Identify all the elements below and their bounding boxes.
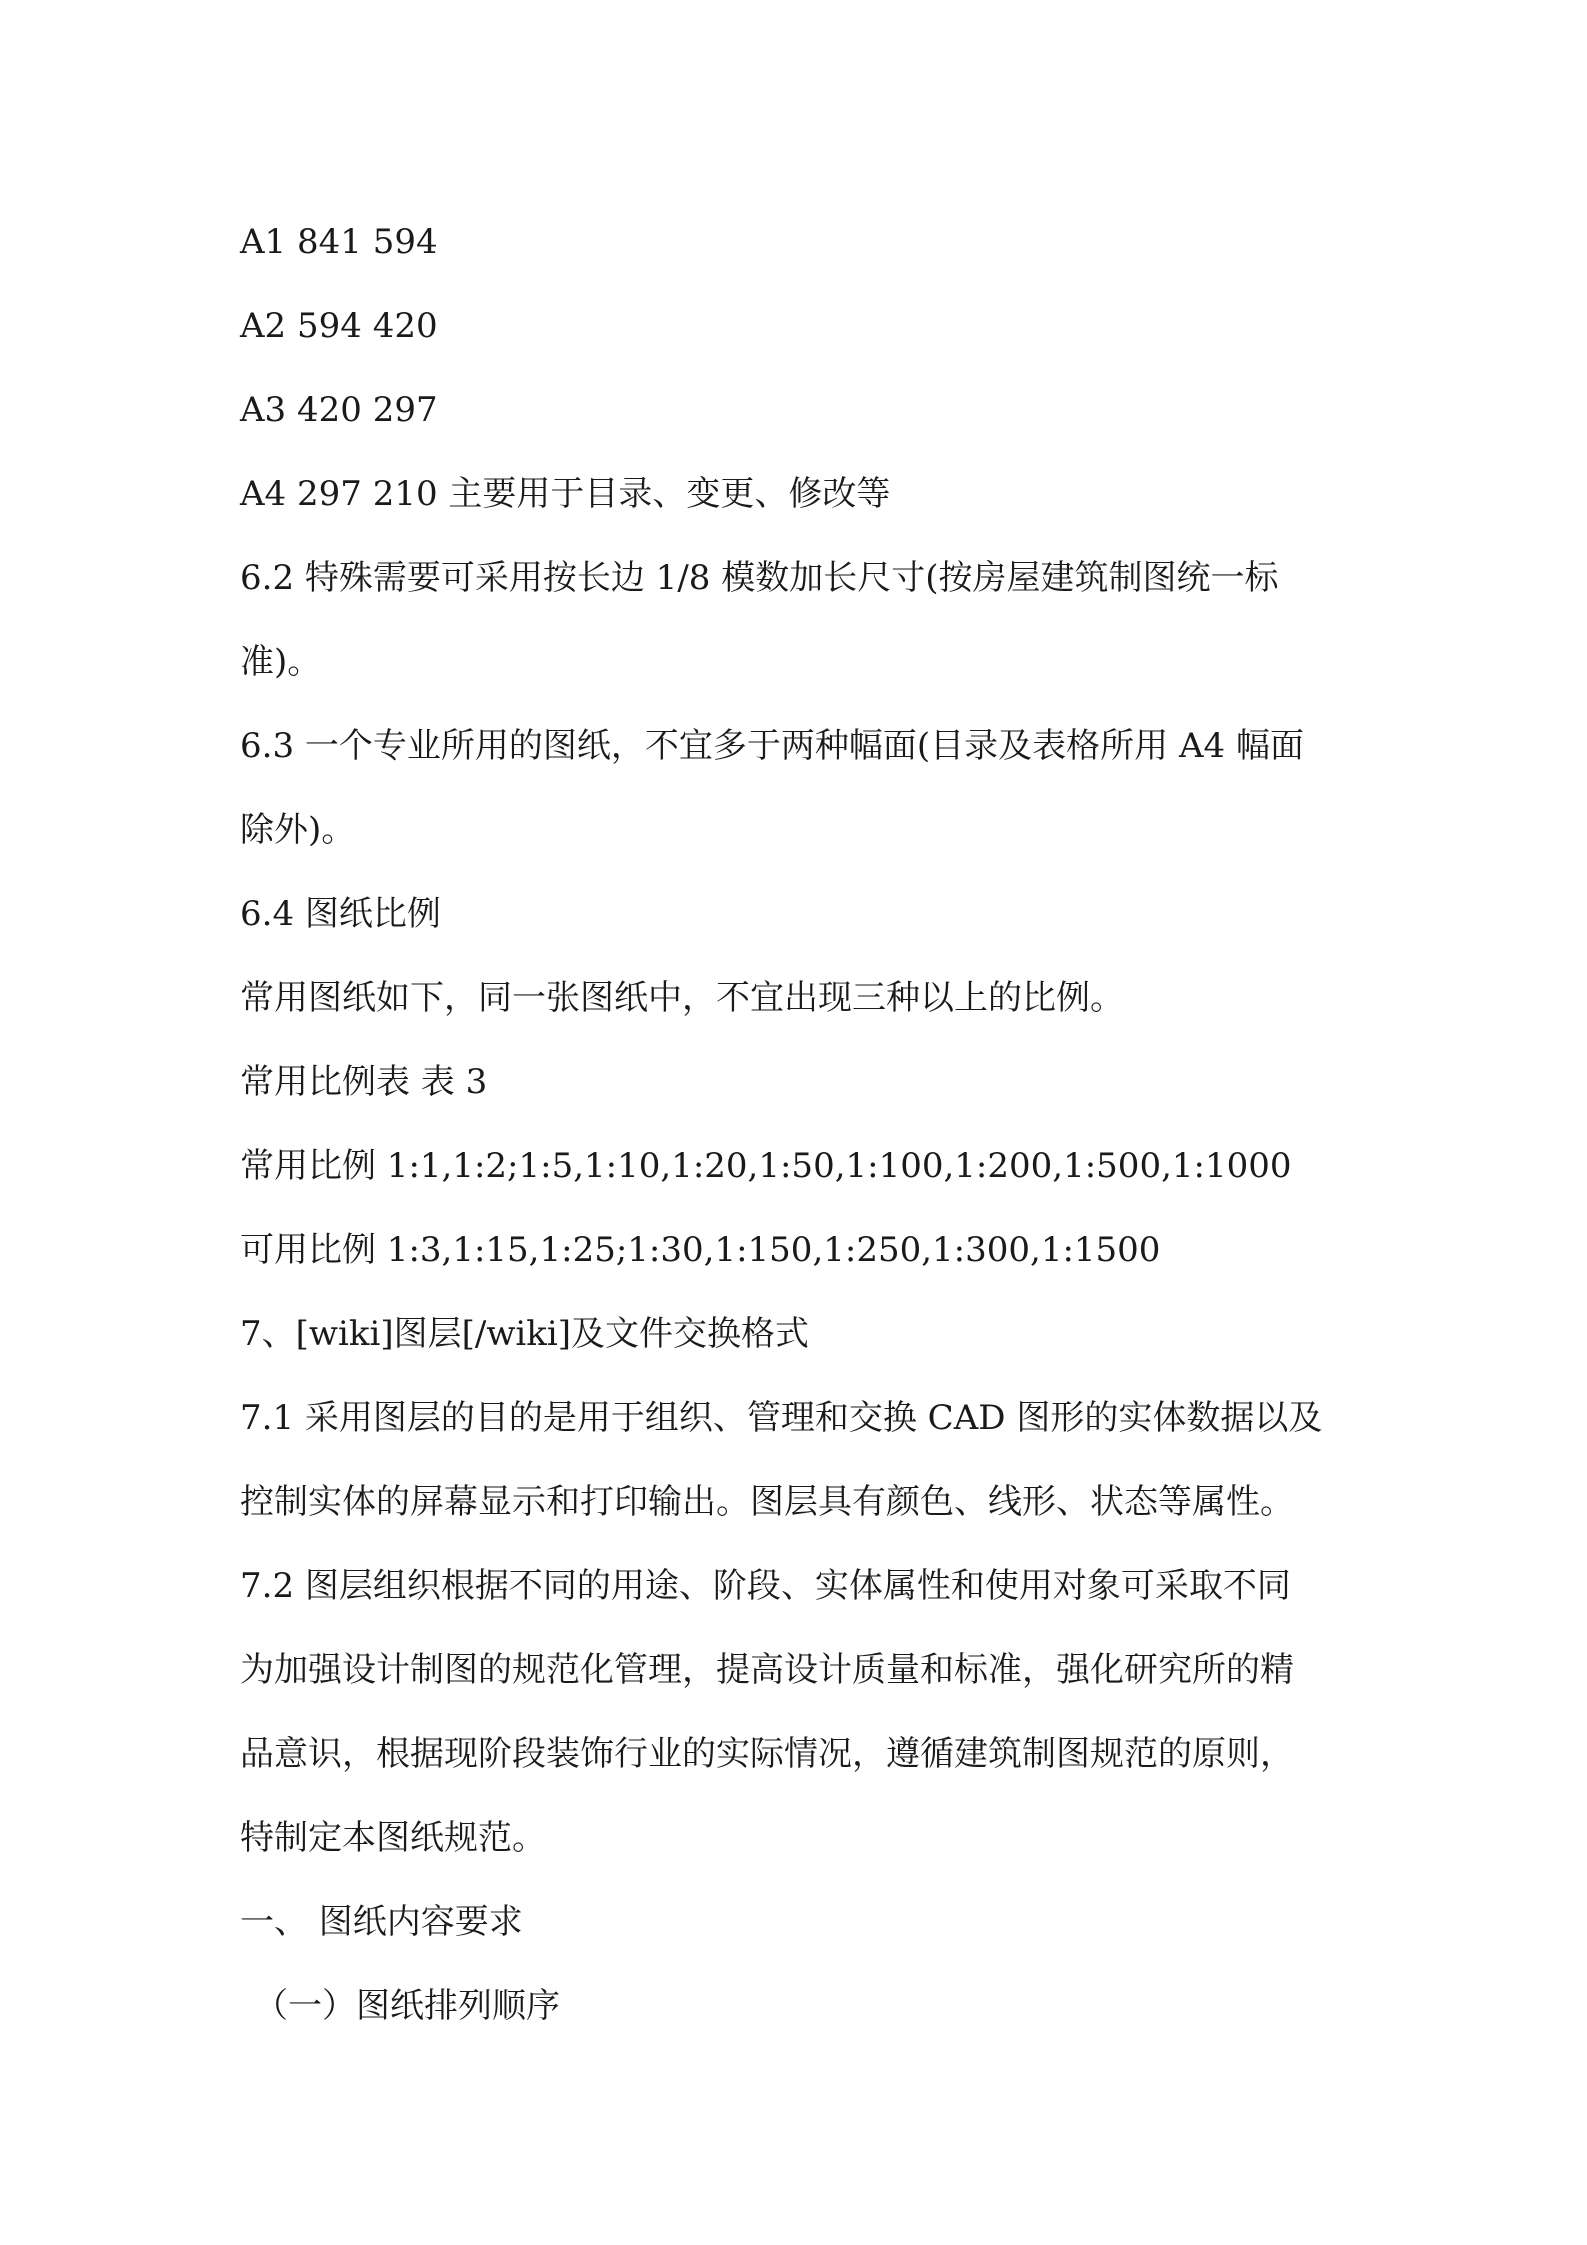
text-line-intro-2: 品意识，根据现阶段装饰行业的实际情况，遵循建筑制图规范的原则， [240, 1734, 1294, 1774]
text-line-paper-size-a1: A1 841 594 [240, 222, 438, 262]
text-line-section-6-2-cont: 准)。 [240, 642, 322, 682]
text-line-scale-note: 常用图纸如下，同一张图纸中，不宜出现三种以上的比例。 [240, 978, 1124, 1018]
text-line-section-6-3: 6.3 一个专业所用的图纸，不宜多于两种幅面(目录及表格所用 A4 幅面 [240, 726, 1304, 766]
text-line-common-scales: 常用比例 1:1,1:2;1:5,1:10,1:20,1:50,1:100,1:200,1:500,1:1000 [240, 1146, 1292, 1186]
text-line-section-7-2: 7.2 图层组织根据不同的用途、阶段、实体属性和使用对象可采取不同 [240, 1566, 1291, 1606]
text-line-section-7-1: 7.1 采用图层的目的是用于组织、管理和交换 CAD 图形的实体数据以及 [240, 1398, 1323, 1438]
text-line-scale-table-title: 常用比例表 表 3 [240, 1062, 488, 1102]
text-line-section-7-heading: 7、[wiki]图层[/wiki]及文件交换格式 [240, 1314, 810, 1354]
text-line-section-6-2: 6.2 特殊需要可采用按长边 1/8 模数加长尺寸(按房屋建筑制图统一标 [240, 558, 1279, 598]
text-line-section-6-3-cont: 除外)。 [240, 810, 356, 850]
text-line-paper-size-a4: A4 297 210 主要用于目录、变更、修改等 [240, 474, 891, 514]
text-line-intro-1: 为加强设计制图的规范化管理，提高设计质量和标准，强化研究所的精 [240, 1650, 1294, 1690]
text-line-section-7-1-cont: 控制实体的屏幕显示和打印输出。图层具有颜色、线形、状态等属性。 [240, 1482, 1294, 1522]
text-line-part-1-heading: 一、 图纸内容要求 [240, 1902, 523, 1942]
text-line-section-6-4-heading: 6.4 图纸比例 [240, 894, 441, 934]
text-line-paper-size-a3: A3 420 297 [240, 390, 438, 430]
text-line-intro-3: 特制定本图纸规范。 [240, 1818, 546, 1858]
document-body [240, 200, 1360, 2048]
text-line-subsection-1-heading: （一）图纸排列顺序 [254, 1986, 560, 2026]
text-line-paper-size-a2: A2 594 420 [240, 306, 438, 346]
text-line-optional-scales: 可用比例 1:3,1:15,1:25;1:30,1:150,1:250,1:300,1:1500 [240, 1230, 1161, 1270]
